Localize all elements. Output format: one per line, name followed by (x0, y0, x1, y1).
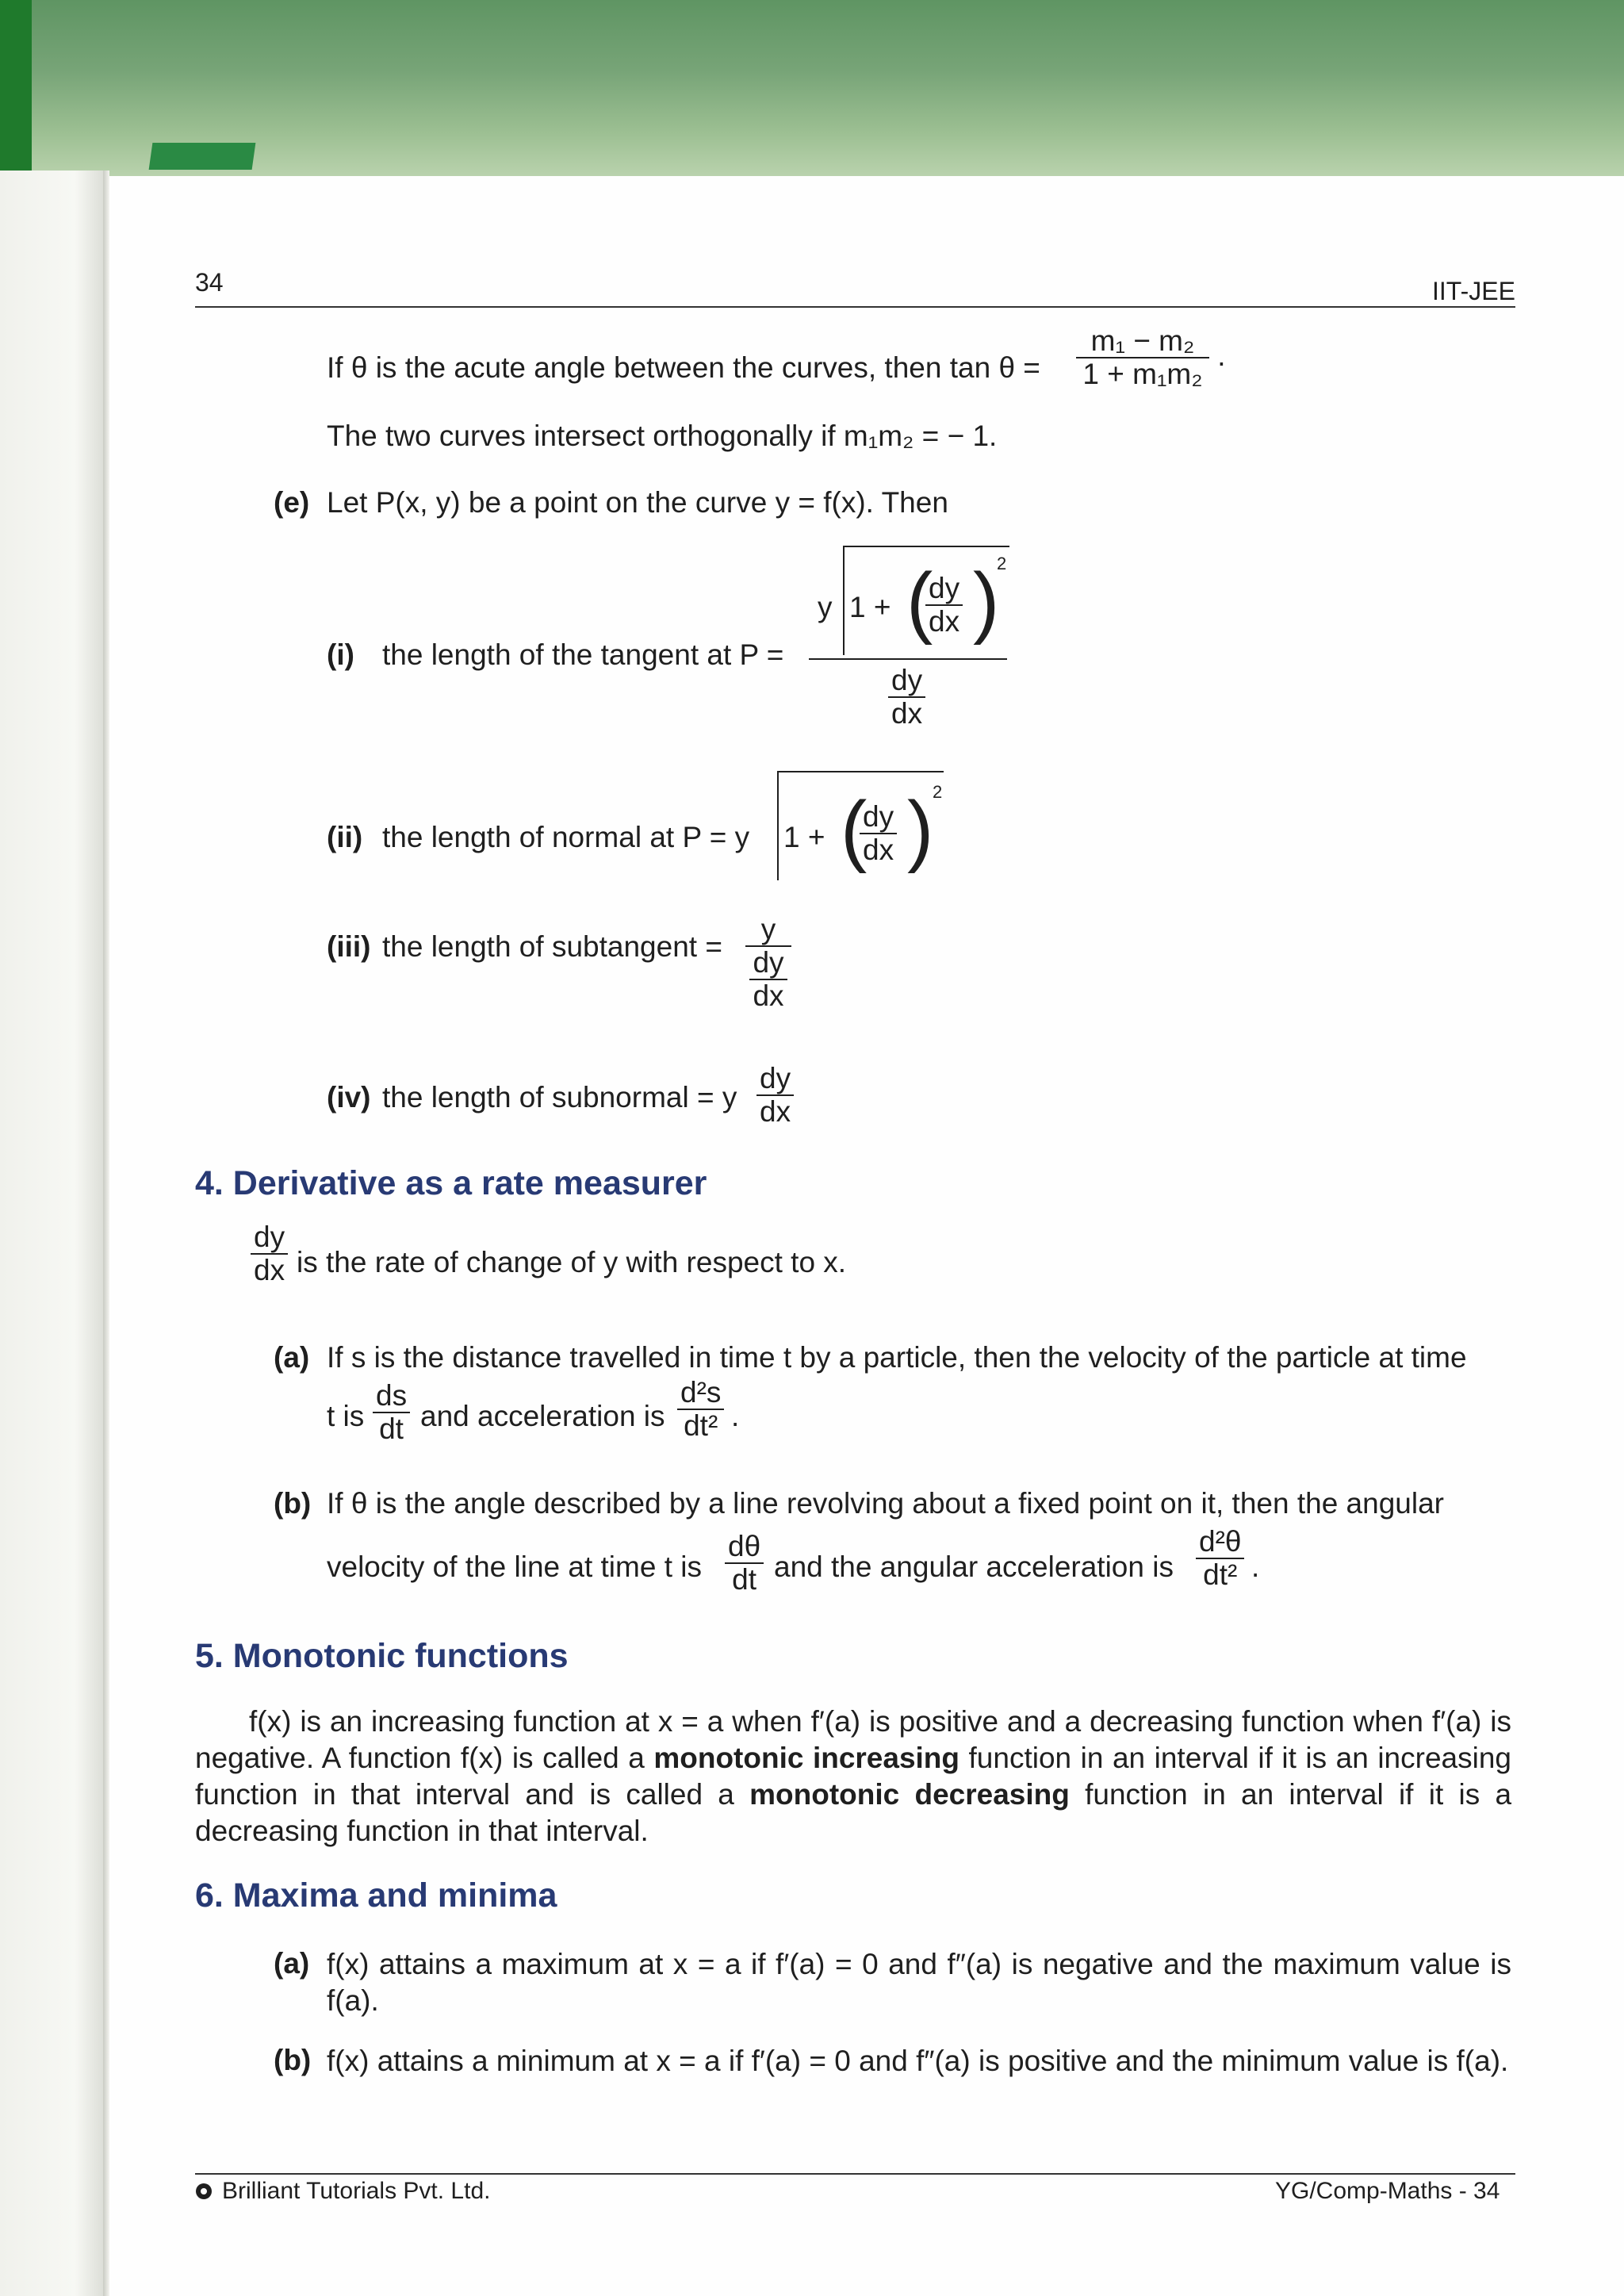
subnormal-dydx (756, 1063, 794, 1128)
tangent-numerator (806, 539, 1009, 658)
header-rule (195, 306, 1515, 308)
ii-text: the length of normal at P = y (382, 821, 750, 853)
s6a-text: f(x) attains a maximum at x = a if f′(a) = 0 and f″(a) is negative and the maximum value is f(a). (327, 1948, 1511, 2017)
s4-dx: dx (254, 1254, 285, 1286)
angle-text: If θ is the acute angle between the curves, then tan θ = (327, 351, 1040, 384)
s4b-line1: If θ is the angle described by a line revolving about a fixed point on it, then the angular (327, 1487, 1444, 1520)
s4a-label: (a) (274, 1341, 310, 1374)
book-binding (0, 171, 107, 2296)
s4a-d2s: d²s (677, 1377, 724, 1410)
subtangent-dydx (749, 947, 787, 1012)
s4b-line2: velocity of the line at time t is (327, 1550, 702, 1583)
s5-bold-increasing: monotonic increasing (653, 1742, 960, 1774)
angle-numerator: m₁ − m₂ (1076, 325, 1209, 358)
section5-heading: 5. Monotonic functions (195, 1637, 569, 1675)
i-label: (i) (327, 638, 354, 671)
s5-text-1: f(x) is an increasing function at x = a when f′(a) is positive and a decreasing function when f′(a) is negative. A function f(x) is called a (195, 1705, 1511, 1774)
s4b-dot: . (1251, 1550, 1260, 1583)
angle-fraction (1076, 325, 1226, 390)
tangent-dy: dy (925, 573, 963, 606)
scan-top-left-edge (0, 0, 32, 176)
subtangent-fraction (745, 914, 791, 1012)
s4b-label: (b) (274, 1487, 312, 1520)
green-tab-mark (149, 143, 256, 170)
s4a-t-is: t is (327, 1400, 365, 1432)
iv-label: (iv) (327, 1081, 371, 1114)
tangent-lparen: ( (906, 557, 933, 646)
tangent-one-plus: 1 + (849, 591, 891, 623)
s6b-text: f(x) attains a minimum at x = a if f′(a) = 0 and f″(a) is positive and the minimum value is f(a). (327, 2045, 1509, 2077)
s4a-dsdt (373, 1380, 410, 1445)
footer-code: YG/Comp-Maths - 34 (1275, 2178, 1500, 2204)
subtangent-dx: dx (753, 979, 784, 1012)
s5-text-2: function in an interval if it is an increasing function in that interval and is called a (195, 1742, 1511, 1811)
s4b-d2thetadt2 (1196, 1526, 1244, 1591)
s4-dydx (251, 1221, 288, 1286)
s4a-and: and acceleration is (420, 1400, 665, 1432)
s4b-dtheta: dθ (725, 1531, 764, 1564)
s4a-line1: If s is the distance travelled in time t by a particle, then the velocity of the particle at time (327, 1341, 1467, 1374)
normal-dx: dx (863, 834, 894, 866)
tangent-rparen: ) (973, 557, 1000, 646)
s6b-label: (b) (274, 2044, 312, 2076)
page-number: 34 (195, 268, 224, 297)
i-text: the length of the tangent at P = (382, 638, 784, 671)
tangent-y: y (818, 591, 833, 623)
s4-intro: is the rate of change of y with respect to x. (297, 1246, 847, 1278)
s4-dy: dy (251, 1221, 288, 1255)
section6-heading: 6. Maxima and minima (195, 1876, 557, 1915)
subnormal-dy: dy (756, 1063, 794, 1096)
normal-one-plus: 1 + (783, 821, 825, 853)
tangent-dx: dx (929, 605, 960, 638)
tangent-den-dy: dy (888, 665, 925, 698)
s4a-dt: dt (379, 1412, 404, 1445)
section5-paragraph (195, 1704, 1511, 1849)
e-text: Let P(x, y) be a point on the curve y = f(x). Then (327, 486, 948, 519)
section4-heading: 4. Derivative as a rate measurer (195, 1164, 707, 1202)
subtangent-dy: dy (749, 947, 787, 980)
s4a-d2sdt2 (677, 1377, 724, 1442)
tangent-main-bar (809, 658, 1007, 660)
angle-denominator: 1 + m₁m₂ (1082, 358, 1203, 390)
normal-square: 2 (933, 782, 943, 802)
subnormal-dx: dx (760, 1095, 791, 1128)
footer-rule (195, 2173, 1515, 2175)
normal-rparen: ) (907, 785, 934, 874)
angle-dot: . (1217, 339, 1226, 372)
s4a-dt2: dt² (684, 1409, 718, 1442)
s4b-dt2: dt² (1203, 1558, 1238, 1591)
normal-dydx (860, 801, 897, 866)
normal-dy: dy (860, 801, 897, 834)
tangent-denominator (888, 665, 925, 730)
s4b-and: and the angular acceleration is (774, 1550, 1174, 1583)
e-label: (e) (274, 486, 310, 519)
s4a-dot: . (731, 1400, 740, 1432)
ii-label: (ii) (327, 821, 363, 853)
binding-shadow (103, 171, 109, 2296)
iv-text: the length of subnormal = y (382, 1081, 737, 1114)
s4a-ds: ds (373, 1380, 410, 1413)
s6a-label: (a) (274, 1947, 310, 1980)
s4b-d2theta: d²θ (1196, 1526, 1244, 1559)
iii-label: (iii) (327, 930, 371, 963)
flower-icon (195, 2183, 213, 2200)
book-title: IIT-JEE (1432, 277, 1515, 305)
tangent-dydx (925, 573, 963, 638)
s4b-dthetadt (725, 1531, 764, 1596)
s5-bold-decreasing: monotonic decreasing (749, 1778, 1070, 1811)
footer-publisher: Brilliant Tutorials Pvt. Ltd. (222, 2178, 491, 2204)
orthogonal-text: The two curves intersect orthogonally if m₁m₂ = − 1. (327, 420, 998, 452)
s5-text-3: function in an interval if it is a decreasing function in that interval. (195, 1778, 1512, 1847)
tangent-square: 2 (997, 554, 1007, 573)
iii-text: the length of subtangent = (382, 930, 722, 963)
tangent-den-dx: dx (891, 697, 923, 730)
normal-lparen: ( (841, 785, 868, 874)
subtangent-den (746, 947, 790, 1012)
angle-frac (1076, 325, 1209, 390)
subtangent-y: y (745, 914, 791, 947)
s4b-dt: dt (732, 1563, 756, 1596)
normal-sqrt-expr (777, 765, 952, 884)
